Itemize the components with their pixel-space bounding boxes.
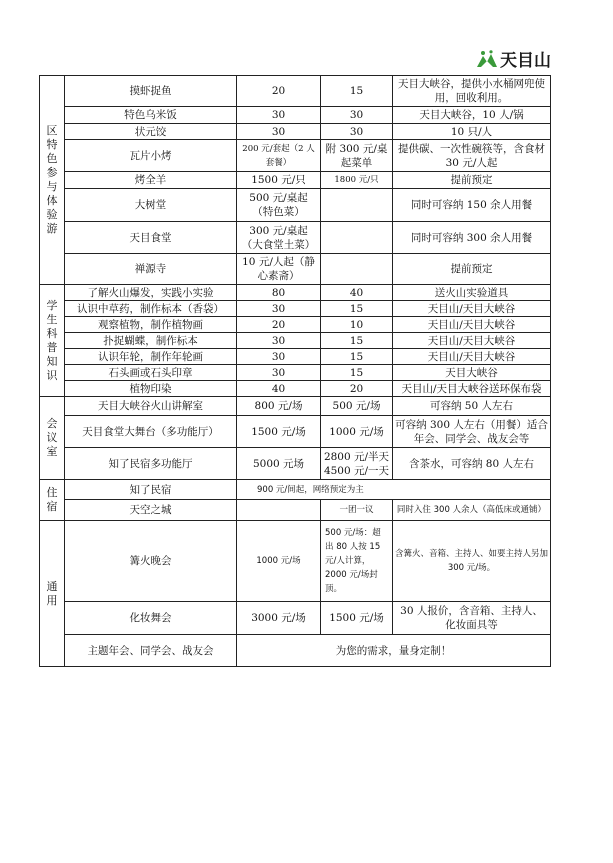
price-b: 30 [321, 124, 393, 140]
category-cell: 通用 [40, 521, 65, 667]
table-row [40, 254, 551, 285]
item-name: 大树堂 [65, 189, 237, 222]
note: 30 人报价，含音箱、主持人、化妆面具等 [393, 602, 551, 635]
item-name: 扑捉蝴蝶，制作标本 [65, 333, 237, 349]
item-name: 烤全羊 [65, 172, 237, 189]
note: 可容纳 300 人左右（用餐）适合年会、同学会、战友会等 [393, 416, 551, 448]
note: 可容纳 50 人左右 [393, 397, 551, 416]
brand-name: 天目山 [500, 51, 551, 71]
item-name: 了解火山爆发，实践小实验 [65, 285, 237, 301]
price-a: 500 元/桌起（特色菜） [237, 189, 321, 222]
price-a: 30 [237, 301, 321, 317]
price-b: 2800 元/半天 4500 元/一天 [321, 448, 393, 480]
note: 天目大峡谷 [393, 365, 551, 381]
price-a: 800 元/场 [237, 397, 321, 416]
item-name: 知了民宿多功能厅 [65, 448, 237, 480]
item-name: 认识中草药，制作标本（香袋） [65, 301, 237, 317]
table-row [40, 301, 551, 317]
price-a: 30 [237, 349, 321, 365]
note: 同时可容纳 150 余人用餐 [393, 189, 551, 222]
price-b: 500 元/场 [321, 397, 393, 416]
table-row [40, 140, 551, 172]
table-row [40, 172, 551, 189]
table-row [40, 333, 551, 349]
price-b: 1000 元/场 [321, 416, 393, 448]
note: 同时可容纳 300 余人用餐 [393, 222, 551, 254]
category-cell: 会议室 [40, 397, 65, 480]
price-b: 40 [321, 285, 393, 301]
price-b: 15 [321, 76, 393, 107]
note: 天目山/天目大峡谷 [393, 317, 551, 333]
price-b: 15 [321, 365, 393, 381]
price-b: 15 [321, 301, 393, 317]
table-row [40, 76, 551, 107]
price-b: 20 [321, 381, 393, 397]
price-b: 一团一议 [321, 500, 393, 521]
price-a: 30 [237, 124, 321, 140]
table-row [40, 189, 551, 222]
note: 天目山/天目大峡谷 [393, 349, 551, 365]
price-a: 40 [237, 381, 321, 397]
price-a: 1500 元/场 [237, 416, 321, 448]
note: 同时入住 300 人余人（高低床或通铺） [393, 500, 551, 521]
price-b [321, 222, 393, 254]
price-a: 30 [237, 333, 321, 349]
table-row [40, 635, 551, 667]
note: 提前预定 [393, 172, 551, 189]
table-row [40, 448, 551, 480]
item-name: 观察植物，制作植物画 [65, 317, 237, 333]
note: 天目山/天目大峡谷送环保布袋 [393, 381, 551, 397]
note: 天目大峡谷，提供小水桶网兜使用，回收利用。 [393, 76, 551, 107]
table-row [40, 381, 551, 397]
note: 送火山实验道具 [393, 285, 551, 301]
note: 天目大峡谷，10 人/锅 [393, 107, 551, 124]
brand-logo [476, 46, 551, 71]
price-a: 80 [237, 285, 321, 301]
table-row [40, 349, 551, 365]
category-cell: 区特色参与体验游 [40, 76, 65, 285]
price-a: 20 [237, 76, 321, 107]
item-name: 禅源寺 [65, 254, 237, 285]
note: 10 只/人 [393, 124, 551, 140]
price-b: 附 300 元/桌起菜单 [321, 140, 393, 172]
price-a: 300 元/桌起（大食堂土菜） [237, 222, 321, 254]
note: 提前预定 [393, 254, 551, 285]
table-row [40, 317, 551, 333]
table-row [40, 480, 551, 500]
table-row [40, 521, 551, 602]
note: 提供碳、一次性碗筷等，含食材 30 元/人起 [393, 140, 551, 172]
item-name: 天空之城 [65, 500, 237, 521]
note: 900 元/间起，网络预定为主 [237, 480, 551, 500]
price-b: 1800 元/只 [321, 172, 393, 189]
table-row [40, 285, 551, 301]
mountain-people-icon [476, 50, 498, 68]
item-name: 化妆舞会 [65, 602, 237, 635]
price-b [321, 254, 393, 285]
price-b: 500 元/场：超出 80 人按 15 元/人计算，2000 元/场封顶。 [321, 521, 393, 602]
item-name: 认识年轮，制作年轮画 [65, 349, 237, 365]
note: 天目山/天目大峡谷 [393, 301, 551, 317]
price-a: 10 元/人起（静心素斋） [237, 254, 321, 285]
table-row [40, 124, 551, 140]
price-table [39, 75, 551, 667]
item-name: 主题年会、同学会、战友会 [65, 635, 237, 667]
price-a: 1500 元/只 [237, 172, 321, 189]
table-row [40, 365, 551, 381]
price-a: 3000 元/场 [237, 602, 321, 635]
note: 天目山/天目大峡谷 [393, 333, 551, 349]
price-a: 200 元/套起（2 人套餐） [237, 140, 321, 172]
price-b: 15 [321, 349, 393, 365]
note: 为您的需求，量身定制！ [237, 635, 551, 667]
price-a: 30 [237, 107, 321, 124]
table-row [40, 397, 551, 416]
price-a: 20 [237, 317, 321, 333]
item-name: 瓦片小烤 [65, 140, 237, 172]
note: 含茶水，可容纳 80 人左右 [393, 448, 551, 480]
item-name: 知了民宿 [65, 480, 237, 500]
category-cell: 住宿 [40, 480, 65, 521]
table-row [40, 222, 551, 254]
table-row [40, 416, 551, 448]
category-cell: 学生科普知识 [40, 285, 65, 397]
note: 含篝火、音箱、主持人、如要主持人另加 300 元/场。 [393, 521, 551, 602]
price-b: 1500 元/场 [321, 602, 393, 635]
item-name: 石头画或石头印章 [65, 365, 237, 381]
item-name: 状元饺 [65, 124, 237, 140]
item-name: 植物印染 [65, 381, 237, 397]
item-name: 特色乌米饭 [65, 107, 237, 124]
item-name: 篝火晚会 [65, 521, 237, 602]
table-row [40, 107, 551, 124]
price-a: 5000 元场 [237, 448, 321, 480]
price-a: 30 [237, 365, 321, 381]
price-b: 30 [321, 107, 393, 124]
item-name: 天目食堂大舞台（多功能厅） [65, 416, 237, 448]
item-name: 天目食堂 [65, 222, 237, 254]
price-b [321, 189, 393, 222]
price-a: 1000 元/场 [237, 521, 321, 602]
price-b: 15 [321, 333, 393, 349]
table-row [40, 500, 551, 521]
price-a [237, 500, 321, 521]
table-row [40, 602, 551, 635]
item-name: 摸虾捉鱼 [65, 76, 237, 107]
item-name: 天目大峡谷火山讲解室 [65, 397, 237, 416]
price-b: 10 [321, 317, 393, 333]
